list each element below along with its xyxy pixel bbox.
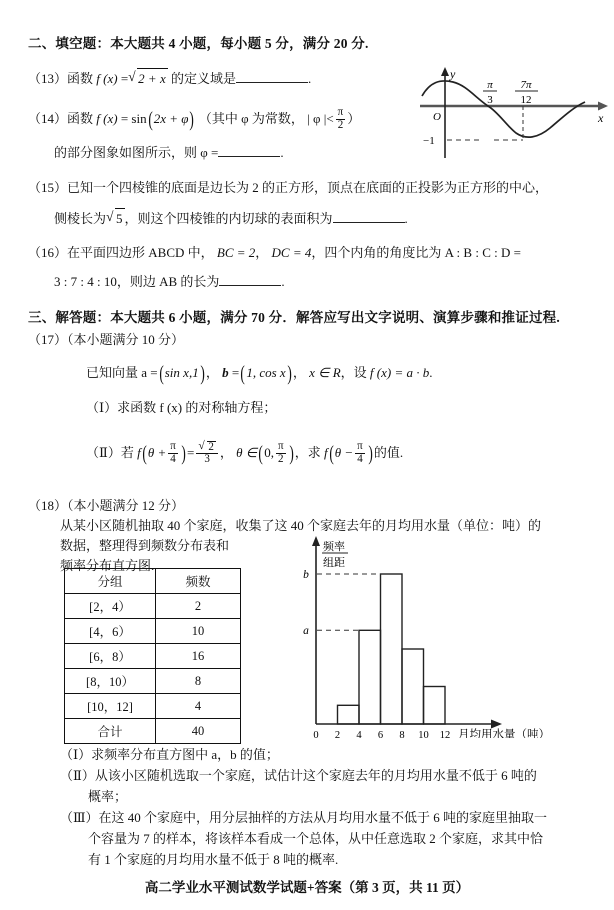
table-row	[65, 644, 241, 669]
question-17-stem: 已知向量 a =(sin x,1)， b =(1, cos x)， x ∈ R，设 f (x) = a · b.	[86, 358, 432, 390]
y-axis-title-numerator: 频率	[323, 541, 345, 553]
table-cell-total-label: 合计	[65, 719, 156, 744]
question-17-range-a: 0,	[264, 445, 274, 461]
question-15-radicand: 5	[115, 208, 125, 229]
question-14-text-c: ）	[347, 111, 361, 127]
histogram-x-arrow	[491, 720, 502, 729]
table-cell-frequency: 8	[156, 669, 241, 694]
origin-label: O	[433, 111, 441, 123]
sqrt-icon	[198, 441, 216, 454]
left-paren-icon: (	[158, 361, 164, 385]
question-18-part-1: （Ⅰ）求频率分布直方图中 a，b 的值；	[60, 747, 279, 762]
question-17-part2-f: f	[137, 445, 141, 461]
question-16-number: （16）	[28, 245, 68, 260]
question-15-line-2	[54, 208, 408, 229]
table-cell-group: [8，10）	[65, 669, 156, 694]
fraction-numerator	[196, 441, 218, 454]
question-16-line2-a: 3 : 7 : 4 : 10，则边 AB 的长为	[54, 274, 220, 289]
question-13-period: .	[307, 71, 312, 86]
table-row	[65, 594, 241, 619]
sqrt-icon	[106, 208, 125, 229]
y-axis-label: y	[450, 67, 456, 81]
frequency-histogram-figure	[286, 528, 612, 738]
question-17-definition: f (x) = a · b	[369, 365, 430, 381]
left-paren-icon: (	[240, 361, 245, 385]
table-cell-group: [2，4）	[65, 594, 156, 619]
y-tick-label-b: b	[303, 569, 309, 581]
question-14-line-1	[28, 104, 360, 136]
fraction-pi-over-4	[355, 441, 365, 465]
right-paren-icon: )	[189, 107, 195, 131]
table-cell-frequency: 2	[156, 594, 241, 619]
table-cell-frequency: 16	[156, 644, 241, 669]
x-axis-title: 月均用水量（吨）	[458, 729, 550, 738]
question-14-abs: | φ |<	[307, 111, 334, 127]
question-18-marks: （本小题满分 12 分）	[67, 498, 185, 513]
question-17-stem-e: ，设	[340, 365, 367, 381]
table-cell-group: [6，8）	[65, 644, 156, 669]
question-14-argument: 2x + φ	[153, 111, 189, 127]
question-17-vector-a: sin x,1	[164, 365, 199, 381]
sine-graph-svg	[420, 62, 610, 162]
table-cell-frequency: 4	[156, 694, 241, 719]
question-17-part2-eq: =	[187, 445, 195, 461]
question-15-line2-c: .	[404, 211, 408, 226]
question-14-text-b: （其中 φ 为常数，	[198, 111, 304, 127]
right-paren-icon: )	[181, 441, 186, 465]
answer-blank-16	[219, 285, 281, 286]
question-17-part2-a: （Ⅱ）若	[86, 445, 134, 461]
question-17-part-2	[86, 438, 403, 470]
question-18-stem-line-2: 数据，整理得到频数分布表和	[60, 538, 230, 553]
answer-blank-14	[218, 156, 280, 157]
question-17-stem-b: ，	[205, 365, 219, 381]
sqrt-radicand: 2	[208, 440, 214, 453]
fraction-pi-over-2	[336, 107, 346, 131]
x-tick-8: 8	[399, 730, 405, 738]
table-header-row	[65, 569, 241, 594]
question-17-vector-b-symbol: b	[222, 365, 229, 381]
x-tick-4: 4	[356, 730, 362, 738]
x-tick-10: 10	[418, 730, 429, 738]
sqrt-icon	[128, 68, 168, 89]
x-tick-12: 12	[439, 730, 451, 738]
tick-pi-over-3-numerator: π	[487, 79, 493, 91]
tick-7pi-over-12-denominator: 12	[520, 94, 532, 106]
histogram-bar-3	[381, 574, 403, 724]
question-16-comma-1: ，	[255, 245, 269, 260]
question-17-part-1: （Ⅰ）求函数 f (x) 的对称轴方程；	[86, 400, 277, 415]
right-paren-icon: )	[288, 441, 294, 465]
question-13-radicand: 2 + x	[137, 68, 168, 89]
left-paren-icon: (	[142, 441, 147, 465]
fraction-numerator: π	[357, 440, 363, 452]
question-14-text-a: 函数	[67, 111, 94, 127]
question-15-line1: 已知一个四棱锥的底面是边长为 2 的正方形，顶点在底面的正投影为正方形的中心，	[67, 180, 549, 195]
table-row	[65, 669, 241, 694]
table-cell-group: [4，6）	[65, 619, 156, 644]
question-13-number: （13）	[28, 71, 68, 86]
right-paren-icon: )	[287, 361, 292, 385]
histogram-y-arrow	[312, 536, 320, 546]
question-15-line2-a: 侧棱长为	[54, 211, 107, 226]
question-18-stem-line-3: 频率分布直方图.	[60, 558, 155, 573]
fraction-denominator: 4	[168, 453, 178, 466]
question-17-part2-b: ，	[219, 445, 233, 461]
section-3-heading: 三、解答题：本大题共 6 小题，满分 70 分．解答应写出文字说明、演算步骤和推证过程.	[28, 310, 560, 325]
question-18-part-3-line-3: 有 1 个家庭的月均用水量不低于 8 吨的概率.	[88, 852, 339, 867]
question-17-header	[28, 330, 184, 350]
answer-blank-15	[333, 222, 405, 223]
left-paren-icon: (	[258, 441, 263, 465]
x-tick-6: 6	[377, 730, 384, 738]
fraction-sqrt2-over-3	[196, 441, 218, 466]
question-13	[28, 68, 311, 89]
question-17-part2-theta2: θ −	[334, 445, 354, 461]
fraction-pi-over-4	[168, 441, 178, 465]
question-16-line-1	[28, 243, 521, 263]
sine-graph-figure	[420, 62, 610, 162]
question-16-dc: DC = 4	[271, 245, 312, 260]
table-cell-total-value: 40	[156, 719, 241, 744]
right-paren-icon: )	[368, 441, 373, 465]
question-17-vector-b: 1, cos x	[246, 365, 286, 381]
histogram-bar-1	[338, 705, 360, 724]
question-18-part-3-line-2: 个容量为 7 的样本，将该样本看成一个总体，从中任意选取 2 个家庭，求其中恰	[88, 831, 544, 846]
page-footer: 高二学业水平测试数学试题+答案（第 3 页，共 11 页）	[144, 880, 470, 895]
fraction-numerator: π	[278, 440, 284, 452]
question-16-line2-b: .	[281, 274, 285, 289]
section-2-heading: 二、填空题：本大题共 4 小题，每小题 5 分，满分 20 分.	[28, 36, 369, 51]
histogram-bar-5	[424, 687, 446, 725]
histogram-bar-2	[359, 630, 381, 724]
table-header-frequency: 频数	[156, 569, 241, 594]
histogram-bar-4	[402, 649, 424, 724]
question-15-line-1	[28, 178, 548, 198]
table-cell-group: [10，12]	[65, 694, 156, 719]
question-17-part2-c: ，求	[294, 445, 321, 461]
question-17-domain: x ∈ R	[309, 365, 341, 381]
question-14-equals: = sin	[120, 111, 147, 127]
question-17-number: （17）	[28, 332, 68, 347]
question-17-stem-a: 已知向量 a =	[86, 365, 158, 381]
question-13-text-b: 的定义域是	[170, 71, 236, 86]
question-17-marks: （本小题满分 10 分）	[67, 332, 185, 347]
question-15-number: （15）	[28, 180, 68, 195]
question-18-header	[28, 496, 184, 516]
frequency-distribution-table	[64, 568, 241, 744]
question-15-line2-b: ，则这个四棱锥的内切球的表面积为	[124, 211, 333, 226]
question-17-part2-f2: f	[323, 445, 328, 461]
question-17-stem-g: .	[429, 365, 433, 381]
fraction-numerator: π	[170, 440, 176, 452]
x-axis-arrow	[598, 102, 608, 111]
question-16-bc: BC = 2	[216, 245, 256, 260]
table-row	[65, 619, 241, 644]
question-14-number: （14）	[28, 111, 68, 127]
x-tick-0: 0	[313, 730, 319, 738]
question-16-line-2	[54, 272, 285, 292]
fraction-denominator: 2	[336, 119, 346, 132]
question-18-part-3-line-1: （Ⅲ）在这 40 个家庭中，用分层抽样的方法从月均用水量不低于 6 吨的家庭里抽取一	[60, 810, 548, 825]
question-17-part2-theta: θ +	[147, 445, 167, 461]
y-axis-arrow	[441, 67, 449, 76]
question-17-part2-d: 的值.	[373, 445, 404, 461]
tick-7pi-over-12-numerator: 7π	[520, 79, 532, 91]
table-row-total	[65, 719, 241, 744]
minus-one-label: −1	[423, 135, 435, 147]
x-tick-2: 2	[334, 730, 341, 738]
question-18-number: （18）	[28, 498, 68, 513]
frequency-table-body	[65, 569, 241, 744]
x-axis-label: x	[598, 111, 604, 125]
question-14-line-2	[54, 143, 284, 163]
question-13-text-a: 函数	[67, 71, 94, 86]
fraction-pi-over-2	[276, 441, 286, 465]
question-13-function: f (x)	[96, 71, 118, 86]
fraction-denominator: 2	[276, 453, 286, 466]
answer-blank-13	[236, 82, 308, 83]
fraction-denominator: 4	[355, 453, 365, 466]
question-14-line2-text: 的部分图象如图所示，则 φ =	[54, 145, 219, 160]
left-paren-icon: (	[328, 441, 334, 465]
fraction-denominator: 3	[196, 453, 218, 466]
table-header-group: 分组	[65, 569, 156, 594]
question-18-part-2-line-1: （Ⅱ）从该小区随机选取一个家庭，试估计这个家庭去年的月均用水量不低于 6 吨的	[60, 768, 537, 783]
question-14-line2-period: .	[280, 145, 284, 160]
left-paren-icon: (	[147, 107, 153, 131]
question-13-equals: =	[120, 71, 129, 86]
question-17-theta-in: θ ∈	[236, 445, 258, 461]
histogram-svg	[286, 528, 612, 738]
question-16-line1-a: 在平面四边形 ABCD 中，	[67, 245, 214, 260]
question-17-stem-c: ，	[292, 365, 306, 381]
question-18-stem-line-1: 从某小区随机抽取 40 个家庭，收集了这 40 个家庭去年的月均用水量（单位：吨）的	[60, 518, 542, 533]
question-14-function: f (x)	[96, 111, 118, 127]
right-paren-icon: )	[200, 361, 205, 385]
question-16-line1-e: ，四个内角的角度比为 A : B : C : D =	[311, 245, 521, 260]
sine-curve	[422, 81, 585, 137]
table-row	[65, 694, 241, 719]
table-cell-frequency: 10	[156, 619, 241, 644]
question-18-part-2-line-2: 概率；	[88, 789, 128, 804]
fraction-numerator: π	[337, 106, 344, 118]
tick-pi-over-3-denominator: 3	[487, 94, 493, 106]
y-axis-title-denominator: 组距	[323, 557, 345, 569]
y-tick-label-a: a	[303, 625, 309, 637]
